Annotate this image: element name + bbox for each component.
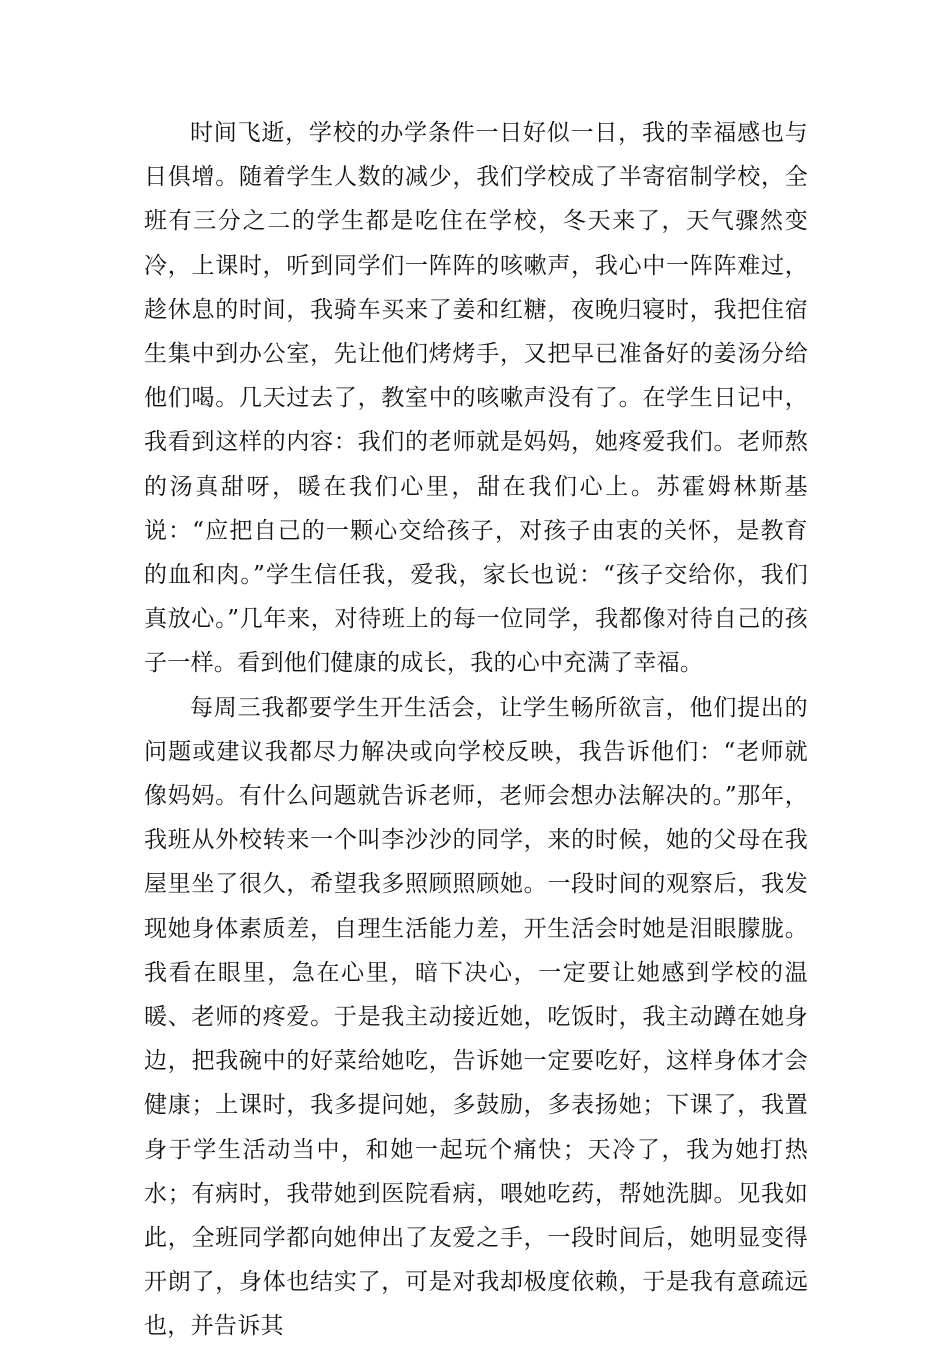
paragraph-2: 每周三我都要学生开生活会，让学生畅所欲言，他们提出的问题或建议我都尽力解决或向学校反映，我告诉他们：“老师就像妈妈。有什么问题就告诉老师，老师会想办法解决的。”那年，我班从外校转来一个叫李沙沙的同学，来的时候，她的父母在我屋里坐了很久，希望我多照顾照顾她。一段时间的观察后，我发现她身体素质差，自理生活能力差，开生活会时她是泪眼朦胧。我看在眼里，急在心里，暗下决心，一定要让她感到学校的温暖、老师的疼爱。于是我主动接近她，吃饭时，我主动蹲在她身边，把我碗中的好菜给她吃，告诉她一定要吃好，这样身体才会健康；上课时，我多提问她，多鼓励，多表扬她；下课了，我置身于学生活动当中，和她一起玩个痛快；天冷了，我为她打热水；有病时，我带她到医院看病，喂她吃药，帮她洗脚。见我如此，全班同学都向她伸出了友爱之手，一段时间后，她明显变得开朗了，身体也结实了，可是对我却极度依赖，于是我有意疏远也，并告诉其	[144, 694, 808, 1340]
document-body	[144, 111, 808, 1349]
paragraph-1: 时间飞逝，学校的办学条件一日好似一日，我的幸福感也与日俱增。随着学生人数的减少，我们学校成了半寄宿制学校，全班有三分之二的学生都是吃住在学校，冬天来了，天气骤然变冷，上课时，听到同学们一阵阵的咳嗽声，我心中一阵阵难过，趁休息的时间，我骑车买来了姜和红糖，夜晚归寝时，我把住宿生集中到办公室，先让他们烤烤手，又把早已准备好的姜汤分给他们喝。几天过去了，教室中的咳嗽声没有了。在学生日记中，我看到这样的内容：我们的老师就是妈妈，她疼爱我们。老师熬的汤真甜呀，暖在我们心里，甜在我们心上。苏霍姆林斯基说：“应把自己的一颗心交给孩子，对孩子由衷的关怀，是教育的血和肉。”学生信任我，爱我，家长也说：“孩子交给你，我们真放心。”几年来，对待班上的每一位同学，我都像对待自己的孩子一样。看到他们健康的成长，我的心中充满了幸福。	[144, 120, 808, 677]
